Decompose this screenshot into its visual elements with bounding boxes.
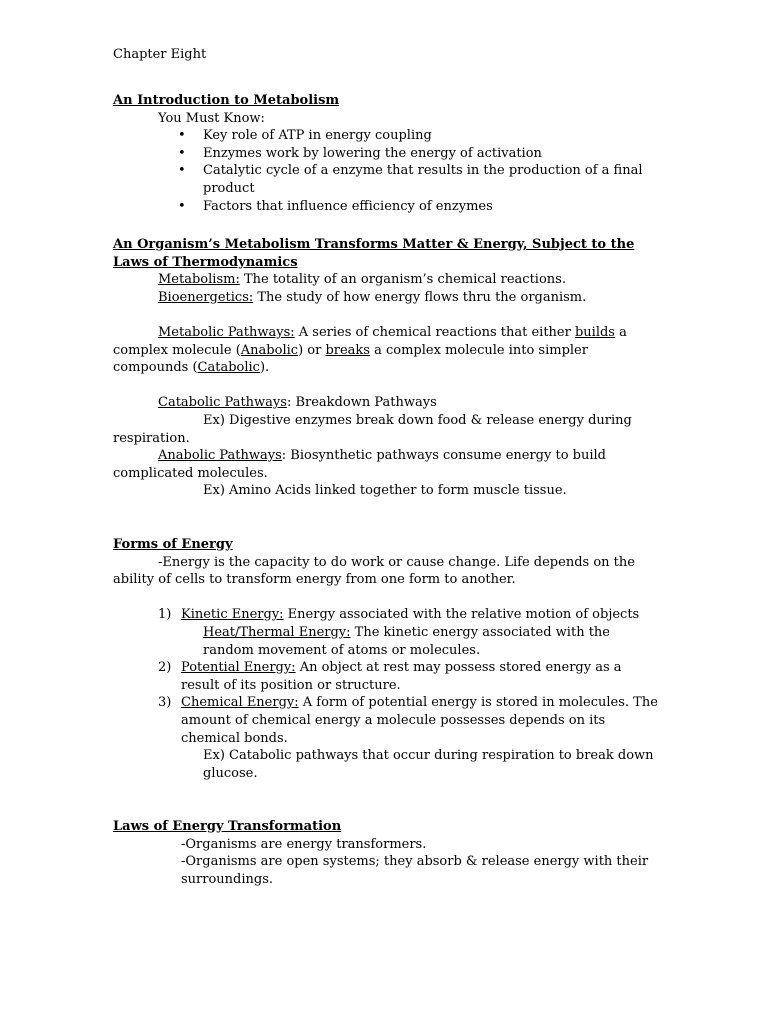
list-item: 3) Chemical Energy: A form of potential energy is stored in molecules. The amount of chemical energy a molecule possesses depends on its chemical bonds. — [158, 695, 658, 746]
forms-heading: Forms of Energy — [113, 537, 233, 552]
list-item: • Key role of ATP in energy coupling — [178, 128, 432, 144]
list-item: • Enzymes work by lowering the energy of activation — [178, 145, 542, 161]
bioenergetics-definition: Bioenergetics: The study of how energy flows thru the organism. — [158, 289, 587, 305]
catabolic-definition: Catabolic Pathways: Breakdown Pathways — [158, 395, 437, 411]
metabolic-pathways-definition: Metabolic Pathways: A series of chemical reactions that either builds a complex molecule (Anabolic) or breaks a complex molecule into simpler compounds (Catabolic). — [113, 324, 627, 376]
intro-section — [113, 92, 658, 215]
transformation-line: -Organisms are energy transformers. — [181, 836, 427, 852]
intro-heading: An Introduction to Metabolism — [113, 93, 340, 108]
forms-section — [113, 536, 658, 782]
bullet-icon: • — [178, 145, 186, 161]
bullet-icon: • — [178, 163, 186, 179]
metabolism-definition: Metabolism: The totality of an organism’s chemical reactions. — [158, 272, 566, 288]
transformation-section — [113, 818, 658, 888]
catabolic-example: Ex) Digestive enzymes break down food & release energy during — [203, 412, 632, 428]
catabolic-example-cont: respiration. — [113, 430, 190, 446]
list-item: 2) Potential Energy: An object at rest may possess stored energy as a result of its position or structure. — [158, 660, 622, 693]
transformation-heading: Laws of Energy Transformation — [113, 819, 342, 834]
chemical-example: Ex) Catabolic pathways that occur during respiration to break down glucose. — [203, 748, 654, 781]
list-item: • Factors that influence efficiency of enzymes — [178, 198, 493, 214]
metabolism-section — [113, 236, 658, 500]
must-know-label: You Must Know: — [158, 110, 265, 126]
forms-intro: -Energy is the capacity to do work or cause change. Life depends on the ability of cells to transform energy from one form to another. — [113, 554, 635, 588]
anabolic-definition: Anabolic Pathways: Biosynthetic pathways consume energy to build complicated molecules. — [113, 448, 606, 481]
bullet-icon: • — [178, 198, 186, 214]
transformation-line: -Organisms are open systems; they absorb & release energy with their surroundings. — [181, 854, 649, 887]
chapter-title: Chapter Eight — [113, 47, 207, 62]
list-item: • Catalytic cycle of a enzyme that results in the production of a final product — [178, 163, 643, 196]
list-item: 1) Kinetic Energy: Energy associated with the relative motion of objects — [158, 607, 640, 623]
bullet-icon: • — [178, 128, 186, 144]
heat-energy-definition: Heat/Thermal Energy: The kinetic energy associated with the random movement of atoms or molecules. — [203, 624, 610, 658]
metabolism-heading: An Organism’s Metabolism Transforms Matter & Energy, Subject to the Laws of Thermodynamics — [113, 237, 635, 270]
anabolic-example: Ex) Amino Acids linked together to form muscle tissue. — [203, 483, 567, 499]
